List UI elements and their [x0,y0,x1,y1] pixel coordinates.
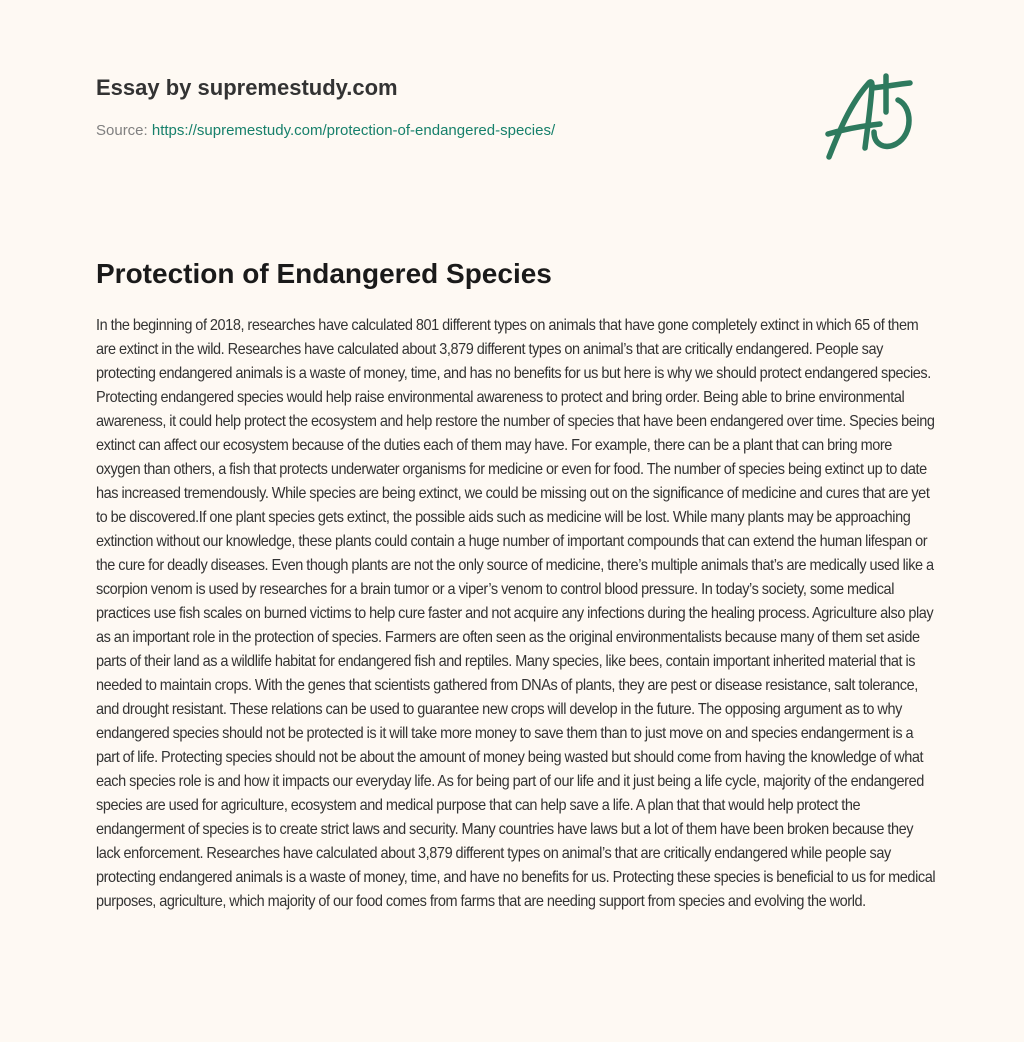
source-label: Source: [96,122,152,139]
essay-title: Protection of Endangered Species [96,258,552,289]
essay-header [96,74,796,141]
source-line [96,121,796,141]
essay-body: In the beginning of 2018, researches have calculated 801 different types on animals that have gone completely extinct in which 65 of them are extinct in the wild. Researches have calculated about 3,879 different types on animal’s that are critically endangered. People say protecting endangered animals is a waste of money, time, and has no benefits for us but here is why we should protect endangered species. Protecting endangered species would help raise environmental awareness to protect and bring order. Being able to brine environmental awareness, it could help protect the ecosystem and help restore the number of species that have been endangered over time. Species being extinct can affect our ecosystem because of the duties each of them may have. For example, there can be a plant that can bring more oxygen than others, a fish that protects underwater organisms for medicine or even for food. The number of species being extinct up to date has increased tremendously. While species are being extinct, we could be missing out on the significance of medicine and cures that are yet to be discovered.If one plant species gets extinct, the possible aids such as medicine will be lost. While many plants may be approaching extinction without our knowledge, these plants could contain a huge number of important compounds that can extend the human lifespan or the cure for deadly diseases. Even though plants are not the only source of medicine, there’s multiple animals that’s are medically used like a scorpion venom is used by researches for a brain tumor or a viper’s venom to control blood pressure. In today’s society, some medical practices use fish scales on burned victims to help cure faster and not acquire any infections during the healing process. Agriculture also play as an important role in the protection of species. Farmers are often seen as the original environmentalists because many of them set aside parts of their land as a wildlife habitat for endangered fish and reptiles. Many species, like bees, contain important inherited material that is needed to maintain crops. With the genes that scientists gathered from DNAs of plants, they are pest or disease resistance, salt tolerance, and drought resistant. These relations can be used to guarantee new crops will develop in the future. The opposing argument as to why endangered species should not be protected is it will take more money to save them than to just move on and species endangerment is a part of life. Protecting species should not be about the amount of money being wasted but should come from having the knowledge of what each species role is and how it impacts our everyday life. As for being part of our life and it just being a life cycle, majority of the endangered species are used for agriculture, ecosystem and medical purpose that can help save a life. A plan that that would help protect the endangerment of species is to create strict laws and security. Many countries have laws but a lot of them have been broken because they lack enforcement. Researches have calculated about 3,879 different types on animal’s that are critically endangered while people say protecting endangered animals is a waste of money, time, and have no benefits for us. Protecting these species is beneficial to us for medical purposes, agriculture, which majority of our food comes from farms that are needing support from species and evolving the world. [96,317,936,910]
site-title: Essay by supremestudy.com [96,75,398,100]
a-plus-grade-icon [820,66,930,166]
source-link[interactable]: https://supremestudy.com/protection-of-endangered-species/ [151,122,556,139]
